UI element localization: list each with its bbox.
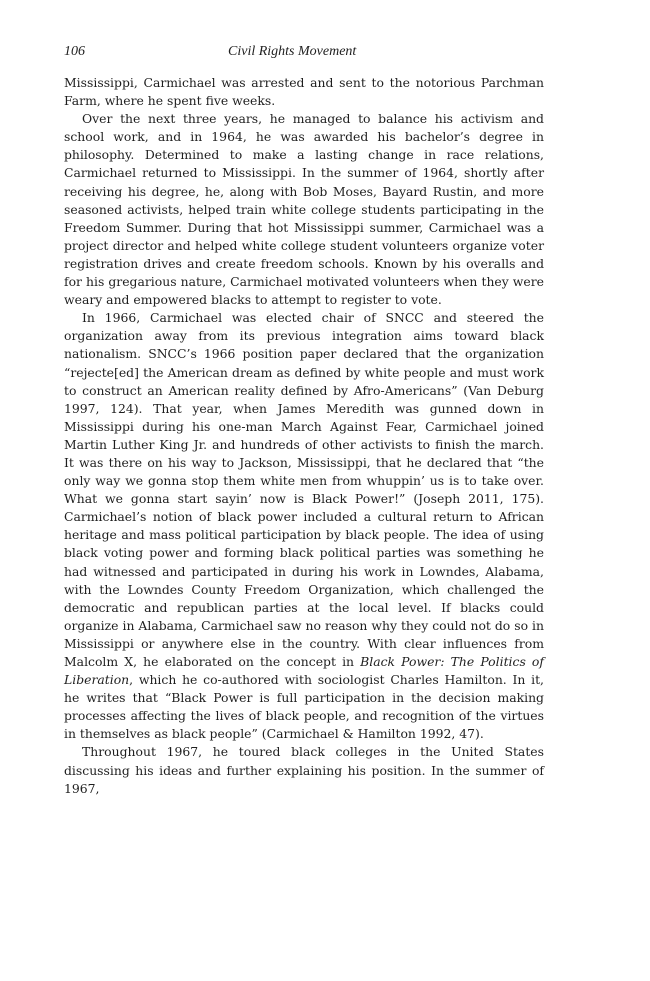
paragraph-1 [64,74,544,110]
paragraph-3 [64,309,544,743]
text-segment: Throughout 1967, he toured black colleges in the United States discussing his ideas and further explaining his position. In the summer of 1967, [64,744,544,796]
running-header [64,44,544,66]
running-title: Civil Rights Movement [228,44,357,59]
paragraph-2 [64,110,544,309]
text-segment: In 1966, Carmichael was elected chair of SNCC and steered the organization away from its previous integration aims toward black nationalism. SNCC’s 1966 position paper declared that the organization “rejecte[ed] the American dream as defined by white people and must work to construct an American reality defined by Afro-Americans” (Van Deburg 1997, 124). That year, when James Meredith was gunned down in Mississippi during his one-man March Against Fear, Carmichael joined Martin Luther King Jr. and hundreds of other activists to finish the march. It was there on his way to Jackson, Mississippi, that he declared that “the only way we gonna stop them white men from whuppin’ us is to take over. What we gonna start sayin’ now is Black Power!” (Joseph 2011, 175). Carmichael’s notion of black power included a cultural return to African heritage and mass political participation by black people. The idea of using black voting power and forming black political parties was something he had witnessed and participated in during his work in Lowndes, Alabama, with the Lowndes County Freedom Organization, which challenged the democratic and republican parties at the local level. If blacks could organize in Alabama, Carmichael saw no reason why they could not do so in Mississippi or anywhere else in the country. With clear influences from Malcolm X, he elaborated on the concept in [64,310,544,669]
book-page [64,44,544,798]
page-number: 106 [64,44,85,59]
paragraph-4 [64,743,544,797]
text-segment: , which he co-authored with sociologist Charles Hamilton. In it, he writes that “Black Power is full participation in the decision making processes affecting the lives of black people, and recognition of the virtues in themselves as black people” (Carmichael & Hamilton 1992, 47). [64,672,544,742]
body-text [64,74,544,798]
text-segment: Over the next three years, he managed to balance his activism and school work, and in 1964, he was awarded his bachelor’s degree in philosophy. Determined to make a lasting change in race relations, Carmichael returned to Mississippi. In the summer of 1964, shortly after receiving his degree, he, along with Bob Moses, Bayard Rustin, and more seasoned activists, helped train white college students participating in the Freedom Summer. During that hot Mississippi summer, Carmichael was a project director and helped white college student volunteers organize voter registration drives and create freedom schools. Known by his overalls and for his gregarious nature, Carmichael motivated volunteers when they were weary and empowered blacks to attempt to register to vote. [64,111,544,308]
book-title-italic: Black Power: The Politics of Liberation [64,654,544,688]
text-segment: Mississippi, Carmichael was arrested and sent to the notorious Parchman Farm, where he spent five weeks. [64,75,544,109]
